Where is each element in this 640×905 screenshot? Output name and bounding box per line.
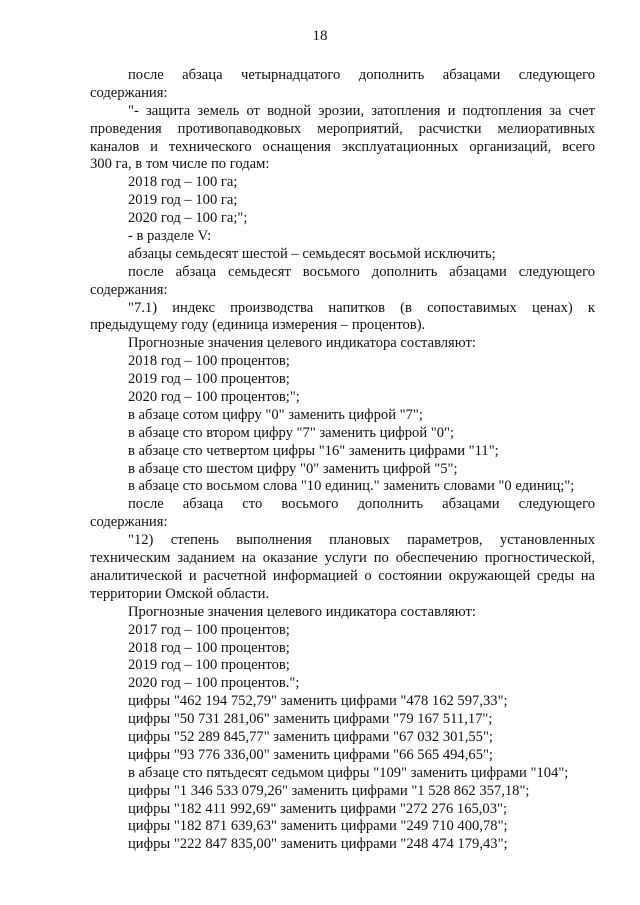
text-line: содержания: — [90, 514, 168, 531]
text-line: 2020 год – 100 га;"; — [128, 210, 248, 227]
text-line: каналов и технического оснащения эксплуатационных организаций, всего — [90, 138, 595, 155]
text-line: после абзаца четырнадцатого дополнить абзацами следующего — [128, 67, 595, 83]
text-line: в абзаце сто пятьдесят седьмом цифры "109" заменить цифрами "104"; — [128, 764, 569, 781]
text-line: цифры "222 847 835,00" заменить цифрами "248 474 179,43"; — [128, 836, 508, 853]
text-line: содержания: — [90, 281, 168, 298]
text-line: цифры "1 346 533 079,26" заменить цифрами "1 528 862 357,18"; — [128, 782, 530, 799]
text-line: абзацы семьдесят шестой – семьдесят восьмой исключить; — [128, 245, 496, 262]
text-line: "- защита земель от водной эрозии, затопления и подтопления за счет — [128, 102, 595, 119]
text-line: "12) степень выполнения плановых параметров, установленных — [128, 532, 595, 549]
text-line: в абзаце сто четвертом цифры "16" заменить цифрами "11"; — [128, 442, 499, 459]
text-line: цифры "182 411 992,69" заменить цифрами "272 276 165,03"; — [128, 800, 508, 817]
text-line: 2020 год – 100 процентов;"; — [128, 389, 300, 406]
text-line: предыдущему году (единица измерения – процентов). — [90, 317, 426, 334]
text-line: - в разделе V: — [128, 228, 212, 245]
text-line: после абзаца семьдесят восьмого дополнить абзацами следующего — [128, 263, 595, 280]
text-line: Прогнозные значения целевого индикатора составляют: — [128, 335, 476, 352]
text-line: проведения противопаводковых мероприятий, расчистки мелиоративных — [90, 120, 595, 137]
text-line: цифры "93 776 336,00" заменить цифрами "66 565 494,65"; — [128, 746, 493, 763]
text-line: после абзаца сто восьмого дополнить абзацами следующего — [128, 496, 595, 513]
text-line: техническим заданием на оказание услуги по обеспечению прогностической, — [90, 550, 595, 567]
text-line: "7.1) индекс производства напитков (в сопоставимых ценах) к — [128, 299, 595, 316]
text-line: 2018 год – 100 процентов; — [128, 639, 290, 656]
text-line: 2020 год – 100 процентов."; — [128, 675, 300, 692]
text-line: 2019 год – 100 процентов; — [128, 371, 290, 388]
text-line: 2018 год – 100 га; — [128, 174, 238, 191]
text-line: цифры "462 194 752,79" заменить цифрами "478 162 597,33"; — [128, 693, 508, 710]
text-line: цифры "50 731 281,06" заменить цифрами "79 167 511,17"; — [128, 711, 493, 728]
text-line: 300 га, в том числе по годам: — [90, 156, 270, 173]
text-line: 2019 год – 100 процентов; — [128, 657, 290, 674]
document-body — [90, 67, 595, 854]
text-line: аналитической и расчетной информацией о состоянии окружающей среды на — [90, 567, 595, 584]
text-line: содержания: — [90, 84, 168, 101]
text-line: Прогнозные значения целевого индикатора составляют: — [128, 603, 476, 620]
page-number: 18 — [312, 28, 328, 44]
text-line: в абзаце сто втором цифру "7" заменить цифрой "0"; — [128, 424, 455, 441]
text-line: территории Омской области. — [90, 585, 270, 602]
text-line: в абзаце сто шестом цифру "0" заменить цифрой "5"; — [128, 460, 458, 477]
text-line: в абзаце сто восьмом слова "10 единиц." заменить словами "0 единиц;"; — [128, 478, 575, 495]
text-line: цифры "52 289 845,77" заменить цифрами "67 032 301,55"; — [128, 728, 493, 745]
text-line: 2017 год – 100 процентов; — [128, 621, 290, 638]
text-line: цифры "182 871 639,63" заменить цифрами "249 710 400,78"; — [128, 818, 508, 835]
text-line: 2018 год – 100 процентов; — [128, 353, 290, 370]
text-line: в абзаце сотом цифру "0" заменить цифрой "7"; — [128, 406, 423, 423]
text-line: 2019 год – 100 га; — [128, 192, 238, 209]
